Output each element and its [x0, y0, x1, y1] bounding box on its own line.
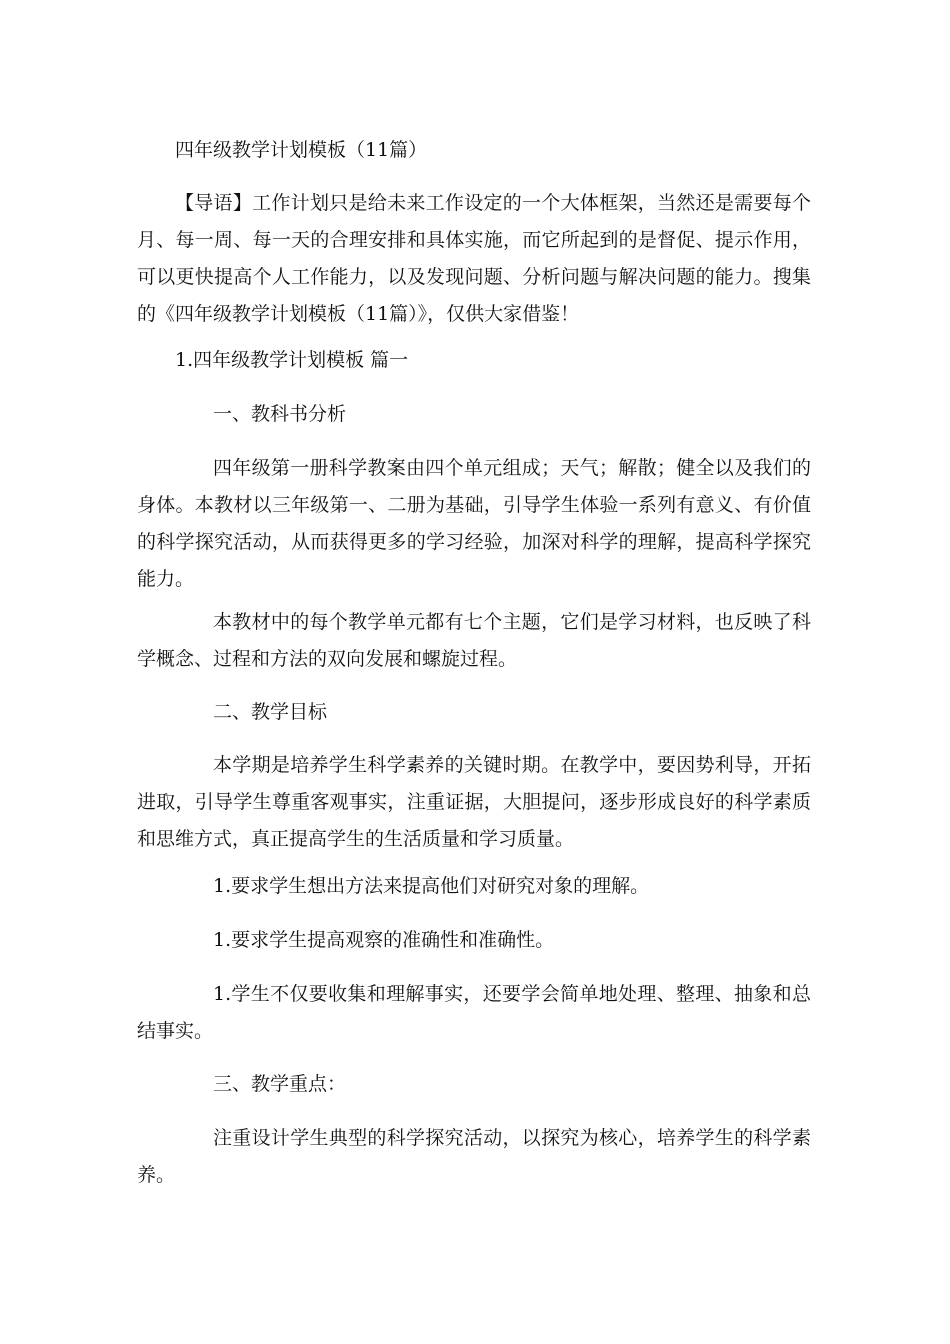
subheading-textbook-analysis: 一、教科书分析 [213, 403, 347, 425]
goal-item-2: 1.要求学生提高观察的准确性和准确性。 [213, 929, 555, 951]
subheading-teaching-focus: 三、教学重点： [213, 1073, 347, 1095]
goal-item-1: 1.要求学生想出方法来提高他们对研究对象的理解。 [213, 875, 650, 897]
paragraph-teaching-goals: 本学期是培养学生科学素养的关键时期。在教学中，要因势利导，开拓进取，引导学生尊重客观事实，注重证据，大胆提问，逐步形成良好的科学素质和思维方式，真正提高学生的生活质量和学习质量。 [137, 754, 811, 850]
section-heading-1: 1.四年级教学计划模板 篇一 [175, 349, 409, 371]
document-title: 四年级教学计划模板（11篇） [175, 139, 428, 161]
subheading-teaching-goals: 二、教学目标 [213, 701, 328, 723]
intro-paragraph: 【导语】工作计划只是给未来工作设定的一个大体框架，当然还是需要每个月、每一周、每一天的合理安排和具体实施，而它所起到的是督促、提示作用，可以更快提高个人工作能力，以及发现问题、分析问题与解决问题的能力。搜集的《四年级教学计划模板（11篇）》，仅供大家借鉴！ [137, 192, 811, 325]
paragraph-textbook-analysis-2: 本教材中的每个教学单元都有七个主题，它们是学习材料，也反映了科学概念、过程和方法的双向发展和螺旋过程。 [137, 611, 811, 670]
paragraph-textbook-analysis-1: 四年级第一册科学教案由四个单元组成；天气；解散；健全以及我们的身体。本教材以三年级第一、二册为基础，引导学生体验一系列有意义、有价值的科学探究活动，从而获得更多的学习经验，加深对科学的理解，提高科学探究能力。 [137, 457, 811, 590]
paragraph-teaching-focus: 注重设计学生典型的科学探究活动，以探究为核心，培养学生的科学素养。 [137, 1127, 811, 1186]
goal-item-3: 1.学生不仅要收集和理解事实，还要学会简单地处理、整理、抽象和总结事实。 [137, 983, 811, 1042]
